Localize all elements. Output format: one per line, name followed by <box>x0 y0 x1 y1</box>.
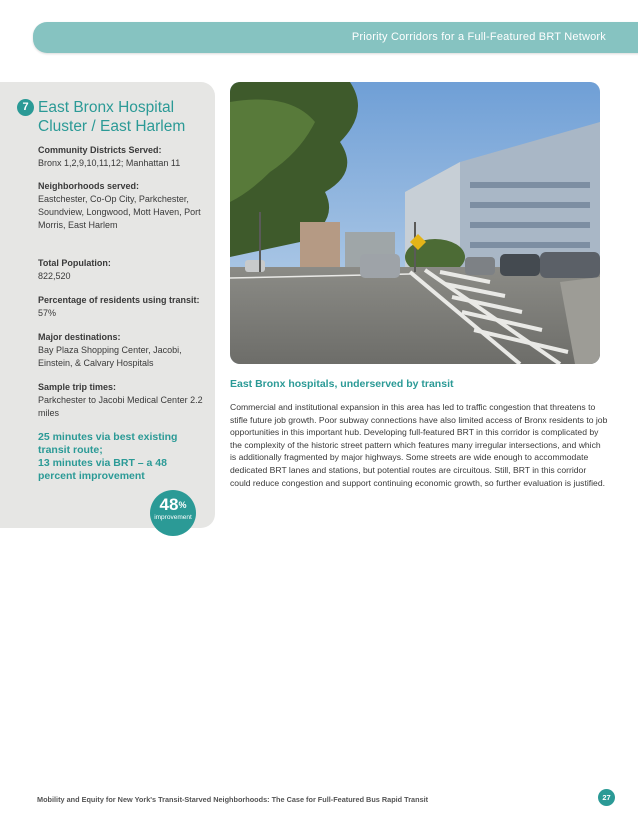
districts-value: Bronx 1,2,9,10,11,12; Manhattan 11 <box>38 158 181 168</box>
population-block <box>38 257 208 283</box>
destinations-label: Major destinations: <box>38 332 121 342</box>
publication-title: Mobility and Equity for New York's Transit-Starved Neighborhoods: The Case for Full-Featured Bus Rapid Transit <box>37 795 429 804</box>
destinations-value: Bay Plaza Shopping Center, Jacobi, Einstein, & Calvary Hospitals <box>38 345 182 368</box>
street-photo <box>230 82 600 364</box>
neighborhoods-block <box>38 180 208 232</box>
transit-share-value: 57% <box>38 308 57 318</box>
improvement-badge <box>150 490 196 536</box>
street-photo-illustration <box>230 82 600 364</box>
destinations-block <box>38 331 208 370</box>
caption-title: East Bronx hospitals, underserved by transit <box>230 378 454 390</box>
districts-block <box>38 144 208 170</box>
improvement-label: improvement <box>154 514 192 521</box>
section-title: Priority Corridors for a Full-Featured BRT Network <box>351 31 606 43</box>
corridor-number-badge: 7 <box>17 99 34 116</box>
page-number: 27 <box>598 789 615 806</box>
districts-label: Community Districts Served: <box>38 145 162 155</box>
neighborhoods-value: Eastchester, Co-Op City, Parkchester, Soundview, Longwood, Mott Haven, Port Morris, East Harlem <box>38 194 201 230</box>
transit-share-label: Percentage of residents using transit: <box>38 295 200 305</box>
transit-share-block <box>38 294 208 320</box>
trip-time-existing: 25 minutes via best existing transit route; <box>38 431 178 456</box>
trip-block <box>38 381 208 420</box>
article-body: Commercial and institutional expansion in this area has led to traffic congestion that threatens to stifle future job growth. Poor subway connections have also limited access of Bronx residents to job opportunities in this important hub. Developing full-featured BRT in this corridor is complicated by the complexity of the historic street pattern which features many irregular intersections, and which is additionally fragmented by major highways. Some streets are wide enough to accommodate dedicated BRT lanes and stations, but potential routes are circuitous. Still, BRT in this corridor could reduce congestion and support continuing economic growth, so further evaluation is justified. <box>230 402 608 488</box>
population-label: Total Population: <box>38 258 111 268</box>
header-band <box>33 22 638 53</box>
trip-time-highlight <box>38 431 203 483</box>
neighborhoods-label: Neighborhoods served: <box>38 181 140 191</box>
corridor-title-line1: East Bronx Hospital <box>38 99 175 116</box>
corridor-title-line2: Cluster / East Harlem <box>38 118 186 135</box>
trip-value: Parkchester to Jacobi Medical Center 2.2 miles <box>38 395 203 418</box>
trip-time-brt: 13 minutes via BRT – a 48 percent improvement <box>38 457 167 482</box>
population-value: 822,520 <box>38 271 71 281</box>
trip-label: Sample trip times: <box>38 382 117 392</box>
improvement-value: 48% <box>159 495 187 514</box>
corridor-title <box>38 98 208 136</box>
improvement-unit: % <box>178 500 187 510</box>
